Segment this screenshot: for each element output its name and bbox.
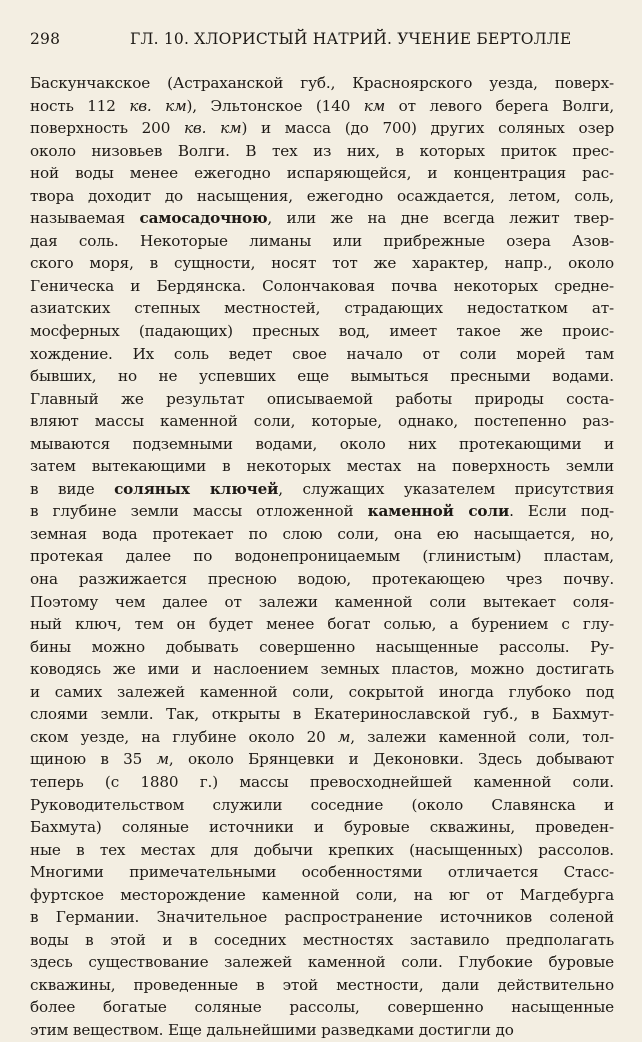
- text-line: [30, 185, 614, 208]
- text-run: Поэтому чем далее от залежи каменной соли вытекает соля-: [30, 592, 614, 611]
- text-run: Главный же результат описываемой работы природы соста-: [30, 389, 614, 408]
- text-line: [30, 884, 614, 907]
- text-run: твора доходит до насыщения, ежегодно осаждается, летом, соль,: [30, 186, 614, 205]
- text-run: ной воды менее ежегодно испаряющейся, и концентрация рас-: [30, 164, 614, 183]
- text-run: Многими примечательными особенностями отличается Стасс-: [30, 863, 614, 882]
- text-run: затем вытекающими в некоторых местах на поверхность земли: [30, 457, 614, 476]
- text-run: Геническа и Бердянска. Солончаковая почва некоторых средне-: [30, 276, 614, 295]
- text-line: [30, 343, 614, 366]
- text-line: [30, 117, 614, 140]
- text-run: ском уезде, на глубине около 20: [30, 727, 338, 746]
- text-run: более богатые соляные рассолы, совершенно насыщенные: [30, 998, 614, 1017]
- body-text: [30, 72, 614, 1042]
- text-line: [30, 794, 614, 817]
- italic-unit: км: [363, 96, 386, 115]
- text-run: в виде: [30, 479, 115, 498]
- text-run: Бахмута) соляные источники и буровые скважины, проведен-: [30, 818, 614, 837]
- text-line: [30, 478, 614, 501]
- text-run: , или же на дне всегда лежит твер-: [267, 209, 614, 228]
- italic-unit: м: [156, 750, 169, 769]
- text-line: [30, 703, 614, 726]
- text-run: вляют массы каменной соли, которые, однако, постепенно раз-: [30, 412, 614, 431]
- text-run: Баскунчакское (Астраханской губ., Красноярского уезда, поверх-: [30, 74, 614, 92]
- text-run: скважины, проведенные в этой местности, дали действительно: [30, 975, 614, 994]
- text-line: [30, 726, 614, 749]
- text-run: ) и масса (до 700) других соляных озер: [241, 119, 615, 138]
- text-line: [30, 681, 614, 704]
- text-line: [30, 839, 614, 862]
- text-line: [30, 591, 614, 614]
- text-line: [30, 72, 614, 95]
- text-line: [30, 500, 614, 523]
- text-run: бывших, но не успевших еще вымыться пресными водами.: [30, 367, 614, 386]
- bold-term: самосадочною: [139, 209, 268, 228]
- text-line: [30, 410, 614, 433]
- text-run: ского моря, в сущности, носят тот же характер, напр., около: [30, 254, 614, 273]
- italic-unit: м: [337, 727, 351, 746]
- text-run: дая соль. Некоторые лиманы или прибрежные озера Азов-: [30, 231, 614, 250]
- text-run: в глубине земли массы отложенной: [30, 502, 368, 521]
- italic-unit: кв. км: [184, 119, 242, 138]
- text-run: здесь существование залежей каменной соли. Глубокие буровые: [30, 953, 614, 972]
- text-run: азиатских степных местностей, страдающих недостатком ат-: [30, 299, 614, 318]
- text-line: [30, 771, 614, 794]
- text-line: [30, 252, 614, 275]
- text-run: около низовьев Волги. В тех из них, в которых приток прес-: [30, 141, 614, 160]
- text-line: [30, 207, 614, 230]
- text-run: , около Брянцевки и Деконовки. Здесь добывают: [168, 750, 614, 769]
- text-run: . Если под-: [509, 502, 614, 521]
- text-line: [30, 95, 614, 118]
- text-line: [30, 433, 614, 456]
- text-line: [30, 748, 614, 771]
- text-line: [30, 568, 614, 591]
- text-line: [30, 140, 614, 163]
- text-line: [30, 996, 614, 1019]
- text-run: теперь (с 1880 г.) массы превосходнейшей каменной соли.: [30, 772, 614, 791]
- text-run: , залежи каменной соли, тол-: [350, 727, 614, 746]
- text-run: щиною в 35: [30, 750, 157, 769]
- text-run: от левого берега Волги,: [385, 96, 615, 115]
- italic-unit: кв. км: [129, 96, 187, 115]
- text-line: [30, 974, 614, 997]
- running-header: [30, 30, 612, 56]
- bold-term: соляных ключей: [114, 479, 279, 498]
- text-run: ность 112: [30, 96, 130, 115]
- text-run: поверхность 200: [30, 119, 184, 138]
- text-run: воды в этой и в соседних местностях заставило предполагать: [30, 930, 614, 949]
- text-line: [30, 275, 614, 298]
- text-run: и самих залежей каменной соли, сокрытой иногда глубоко под: [30, 682, 614, 701]
- text-run: в Германии. Значительное распространение источников соленой: [30, 908, 614, 927]
- text-run: называемая: [30, 209, 140, 228]
- text-line: [30, 636, 614, 659]
- text-run: Руководительством служили соседние (около Славянска и: [30, 795, 614, 814]
- text-line: [30, 162, 614, 185]
- text-line: [30, 861, 614, 884]
- text-run: мываются подземными водами, около них протекающими и: [30, 434, 614, 453]
- text-run: , служащих указателем присутствия: [278, 479, 614, 498]
- text-line: [30, 1019, 614, 1042]
- text-line: [30, 816, 614, 839]
- text-run: ный ключ, тем он будет менее богат солью, а бурением с глу-: [30, 615, 614, 634]
- text-run: этим веществом. Еще дальнейшими разведками достигли до: [30, 1020, 514, 1039]
- text-line: [30, 951, 614, 974]
- text-run: бины можно добывать совершенно насыщенные рассолы. Ру-: [30, 637, 614, 656]
- text-line: [30, 365, 614, 388]
- text-line: [30, 545, 614, 568]
- text-run: ководясь же ими и наслоением земных пластов, можно достигать: [30, 660, 614, 679]
- running-title: ГЛ. 10. ХЛОРИСТЫЙ НАТРИЙ. УЧЕНИЕ БЕРТОЛЛЕ: [130, 30, 572, 48]
- text-line: [30, 230, 614, 253]
- text-run: земная вода протекает по слою соли, она ею насыщается, но,: [30, 524, 614, 543]
- text-run: слоями земли. Так, открыты в Екатеринославской губ., в Бахмут-: [30, 705, 614, 724]
- text-line: [30, 297, 614, 320]
- text-run: ные в тех местах для добычи крепких (насыщенных) рассолов.: [30, 840, 614, 859]
- text-line: [30, 523, 614, 546]
- text-run: хождение. Их соль ведет свое начало от соли морей там: [30, 344, 614, 363]
- page-number: 298: [30, 30, 61, 48]
- text-line: [30, 906, 614, 929]
- text-line: [30, 388, 614, 411]
- text-run: она разжижается пресною водою, протекающею чрез почву.: [30, 570, 614, 589]
- text-run: мосферных (падающих) пресных вод, имеет такое же проис-: [30, 322, 614, 341]
- text-run: ), Эльтонское (140: [186, 96, 364, 115]
- text-line: [30, 455, 614, 478]
- text-run: фуртское месторождение каменной соли, на юг от Магдебурга: [30, 885, 614, 904]
- text-line: [30, 613, 614, 636]
- text-line: [30, 658, 614, 681]
- text-run: протекая далее по водонепроницаемым (глинистым) пластам,: [30, 547, 614, 566]
- bold-term: каменной соли: [367, 502, 510, 521]
- text-line: [30, 929, 614, 952]
- text-line: [30, 320, 614, 343]
